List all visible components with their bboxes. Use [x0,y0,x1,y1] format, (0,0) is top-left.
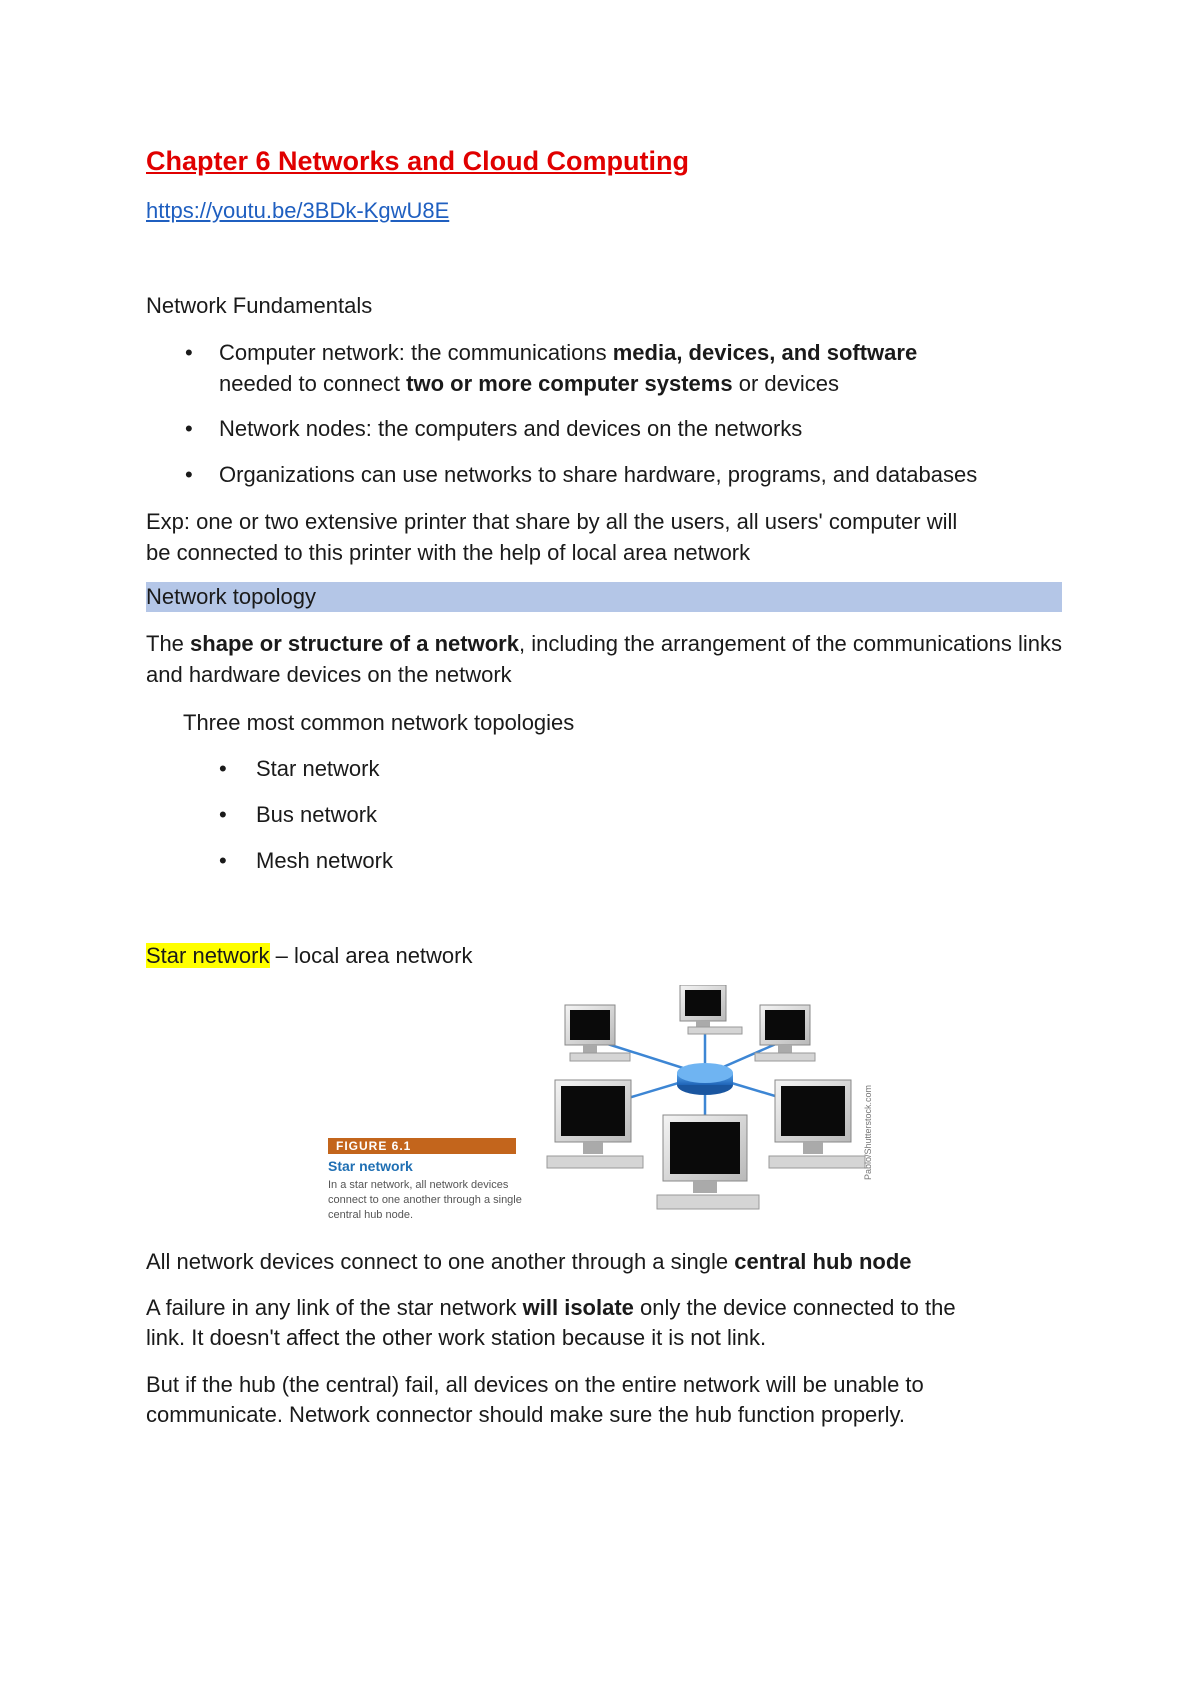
topology-definition [146,628,1062,690]
workstation-icon [565,1005,630,1061]
text-run: only the device connected to the [633,1295,956,1320]
star-paragraph-3-line1: But if the hub (the central) fail, all devices on the entire network will be unable to [146,1372,924,1397]
star-paragraph-2-line2: link. It doesn't affect the other work station because it is not link. [146,1325,767,1350]
section-heading-topology: Network topology [146,582,1062,612]
bullet-glyph: • [185,462,193,487]
workstation-icon [755,1005,815,1061]
bold-run: media, devices, and software [612,340,918,365]
youtube-link[interactable]: https://youtu.be/3BDk-KgwU8E [146,198,450,223]
text-run: All network devices connect to one another through a single [146,1249,735,1274]
bullet-network-nodes: Network nodes: the computers and devices on the networks [219,416,803,441]
bullet-glyph: • [219,756,227,781]
text-run: , including the arrangement of the communications links and hardware devices on the network [146,631,1063,687]
text-run: needed to connect [219,371,407,396]
topology-item-mesh: Mesh network [256,848,393,873]
example-line1: Exp: one or two extensive printer that share by all the users, all users' computer will [146,509,958,534]
figure-label: FIGURE 6.1 [336,1139,412,1153]
text-run: A failure in any link of the star network [146,1295,523,1320]
star-paragraph-1 [146,1246,912,1277]
figure-caption: In a star network, all network devices connect to one another through a single central hub node. [328,1179,522,1221]
topology-item-star: Star network [256,756,380,781]
workstation-icon [657,1115,759,1209]
figure-title: Star network [328,1158,413,1174]
star-paragraph-3-line2: communicate. Network connector should make sure the hub function properly. [146,1402,905,1427]
workstation-icon [547,1080,643,1168]
bullet-organizations: Organizations can use networks to share hardware, programs, and databases [219,462,978,487]
bullet-computer-network-line1 [219,337,917,368]
image-credit: Pablo/Shutterstock.com [863,1084,873,1180]
section-heading-fundamentals: Network Fundamentals [146,293,373,318]
central-hub-icon [677,1063,733,1095]
example-line2: be connected to this printer with the help of local area network [146,540,751,565]
text-run: The [146,631,191,656]
text-run: – local area network [269,943,473,968]
bold-run: two or more computer systems [406,371,733,396]
bold-run: shape or structure of a network [190,631,519,656]
bullet-glyph: • [185,340,193,365]
topologies-intro: Three most common network topologies [183,710,575,735]
star-network-heading [146,940,473,971]
text-run: Computer network: the communications [219,340,613,365]
star-network-illustration [535,985,875,1220]
workstation-icon [680,985,742,1034]
highlighted-run: Star network [146,943,270,968]
bold-run: will isolate [522,1295,634,1320]
bullet-computer-network-line2 [219,368,839,399]
text-run: or devices [732,371,839,396]
bold-run: central hub node [734,1249,912,1274]
topology-item-bus: Bus network [256,802,378,827]
workstation-icon [769,1080,865,1168]
bullet-glyph: • [219,848,227,873]
bullet-glyph: • [185,416,193,441]
star-paragraph-2-line1 [146,1292,956,1323]
chapter-title: Chapter 6 Networks and Cloud Computing [146,146,690,176]
bullet-glyph: • [219,802,227,827]
